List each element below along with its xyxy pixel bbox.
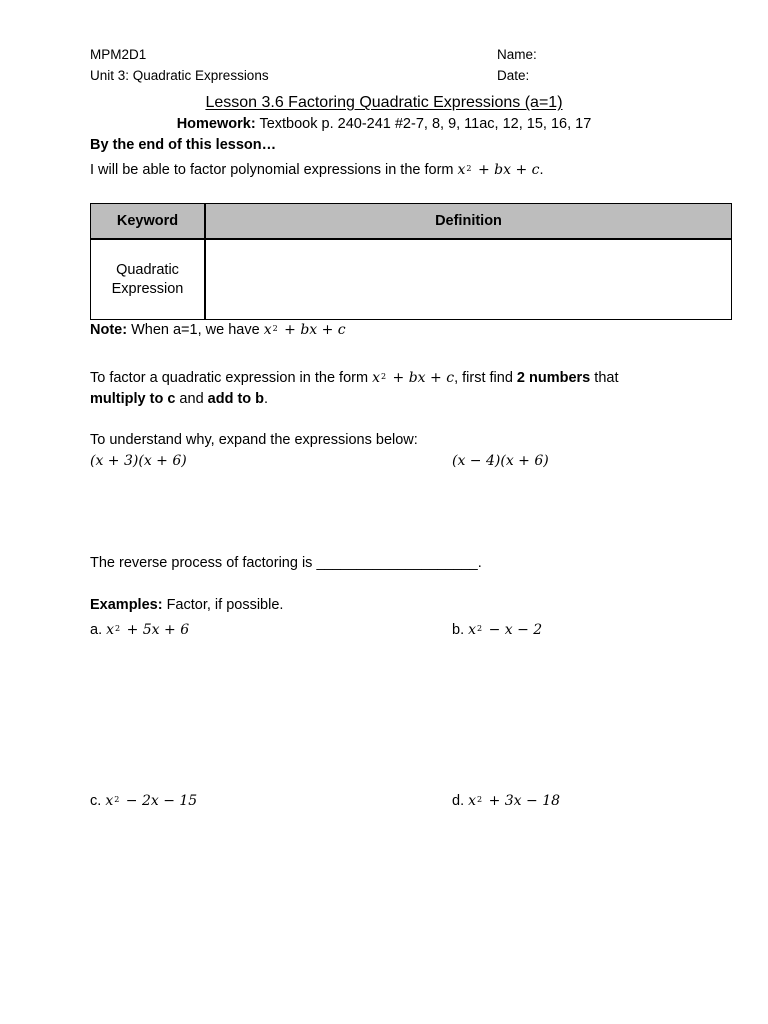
examples-label: Examples:	[90, 597, 163, 613]
example-letter: b.	[452, 622, 465, 638]
homework-text: Textbook p. 240-241 #2-7, 8, 9, 11ac, 12, 15, 16, 17	[255, 116, 592, 132]
date-label: Date:	[497, 68, 530, 83]
factor-rule-text5: .	[264, 391, 269, 407]
name-label: Name:	[497, 47, 537, 62]
note-line	[90, 322, 346, 338]
note-text: When a=1, we have	[127, 322, 264, 338]
example-expression: $x^2 - 2x - 15$	[105, 793, 198, 809]
example-letter: c.	[90, 793, 102, 809]
factor-rule-line1	[90, 370, 618, 386]
example-b	[452, 622, 542, 638]
definition-column-header: Definition	[205, 204, 732, 240]
homework-label: Homework:	[176, 116, 256, 132]
keyword-cell: Quadratic Expression	[91, 239, 206, 320]
table-header-row	[91, 204, 732, 240]
factor-rule-expression: $x^2$ + bx + c	[372, 370, 455, 386]
lesson-title: Lesson 3.6 Factoring Quadratic Expressions (a=1)	[205, 94, 563, 111]
keyword-table	[90, 203, 732, 320]
example-a	[90, 622, 189, 638]
factor-rule-text1: To factor a quadratic expression in the form	[90, 370, 373, 386]
examples-heading	[90, 597, 283, 613]
definition-cell[interactable]	[205, 239, 732, 320]
goal-heading	[90, 137, 276, 153]
example-expression: $x^2 + 3x - 18$	[468, 793, 561, 809]
goal-heading-text: By the end of this lesson…	[90, 137, 277, 153]
table-row	[91, 239, 732, 320]
homework-line	[0, 116, 768, 132]
factor-rule-bold3: add to b	[207, 391, 265, 407]
expand-expression-left: (x + 3)(x + 6)	[90, 453, 187, 469]
factor-rule-text3: that	[590, 370, 619, 386]
reverse-process-question: The reverse process of factoring is ____________________.	[90, 555, 482, 571]
note-label: Note:	[90, 322, 128, 338]
example-d	[452, 793, 560, 809]
general-form-expression: $x^2$ + bx + c	[457, 162, 540, 178]
expand-expression-right: (x − 4)(x + 6)	[452, 453, 549, 469]
examples-instruction: Factor, if possible.	[162, 597, 284, 613]
goal-text: I will be able to factor polynomial expressions in the form	[90, 162, 458, 178]
keyword-column-header: Keyword	[91, 204, 206, 240]
expand-intro: To understand why, expand the expressions below:	[90, 432, 418, 448]
example-c	[90, 793, 197, 809]
example-letter: d.	[452, 793, 465, 809]
factor-rule-bold1: 2 numbers	[516, 370, 591, 386]
example-letter: a.	[90, 622, 103, 638]
factor-rule-text4: and	[175, 391, 208, 407]
note-expression: $x^2$ + bx + c	[263, 322, 346, 338]
goal-statement	[90, 162, 544, 178]
factor-rule-text2: , first find	[454, 370, 517, 386]
example-expression: $x^2 + 5x + 6$	[106, 622, 190, 638]
factor-rule-bold2: multiply to c	[90, 391, 176, 407]
goal-period: .	[539, 162, 544, 178]
example-expression: $x^2 - x - 2$	[468, 622, 543, 638]
unit-title: Unit 3: Quadratic Expressions	[90, 68, 269, 83]
factor-rule-line2	[90, 391, 268, 407]
course-code: MPM2D1	[90, 47, 147, 62]
